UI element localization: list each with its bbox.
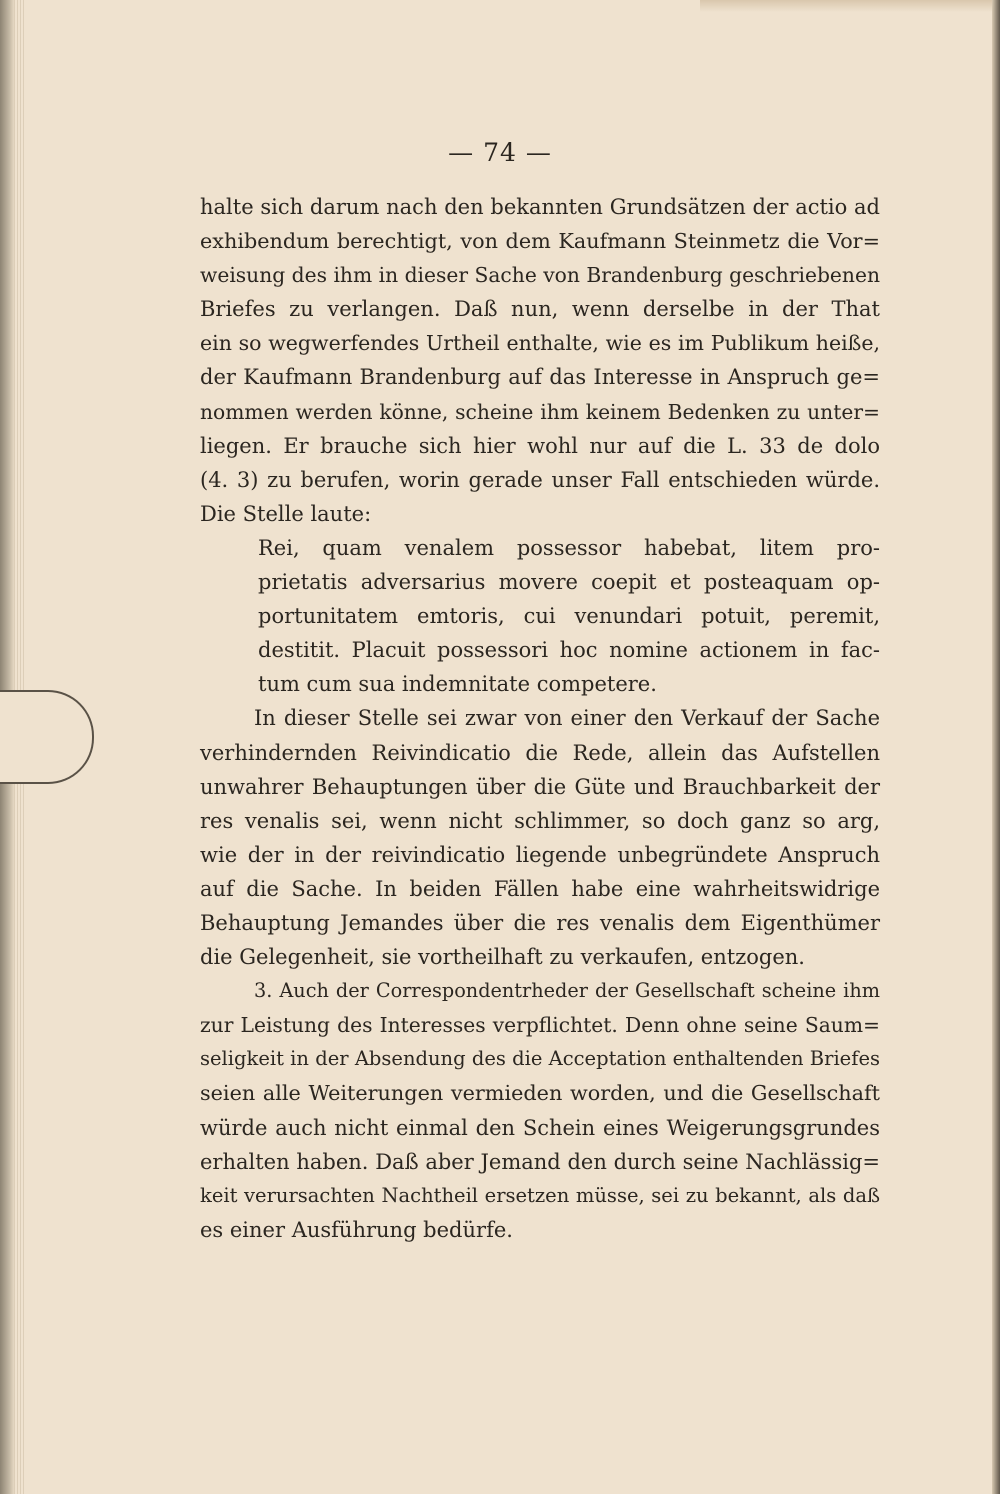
text-line: Die Stelle laute:	[200, 501, 372, 526]
quote-line: tum cum sua indemnitate competere.	[258, 672, 657, 697]
text-line: seligkeit in der Absendung des die Acceptation enthaltenden Briefes	[200, 1047, 880, 1071]
text-line: erhalten haben. Daß aber Jemand den durch seine Nachlässig=	[200, 1149, 880, 1174]
text-line: res venalis sei, wenn nicht schlimmer, so doch ganz so arg,	[200, 808, 880, 833]
text-line: In dieser Stelle sei zwar von einer den Verkauf der Sache	[254, 706, 880, 731]
body-text	[200, 190, 880, 1247]
text-line: nommen werden könne, scheine ihm keinem Bedenken zu unter=	[200, 399, 880, 424]
latin-quotation	[258, 531, 880, 701]
text-line: unwahrer Behauptungen über die Güte und Brauchbarkeit der	[200, 774, 880, 799]
text-line: keit verursachten Nachtheil ersetzen müsse, sei zu bekannt, als daß	[200, 1183, 880, 1207]
top-edge-shadow	[700, 0, 1000, 12]
quote-line: prietatis adversarius movere coepit et posteaquam op-	[258, 570, 880, 595]
text-line: der Kaufmann Brandenburg auf das Interesse in Anspruch ge=	[200, 365, 880, 390]
quote-line: portunitatem emtoris, cui venundari potuit, peremit,	[258, 604, 880, 629]
text-line: auf die Sache. In beiden Fällen habe eine wahrheitswidrige	[200, 876, 880, 901]
text-line: es einer Ausführung bedürfe.	[200, 1217, 513, 1242]
text-line: würde auch nicht einmal den Schein eines Weigerungsgrundes	[200, 1115, 880, 1140]
text-line: exhibendum berechtigt, von dem Kaufmann Steinmetz die Vor=	[200, 229, 880, 254]
page-number: — 74 —	[448, 138, 552, 167]
right-page-edge	[992, 0, 1000, 1494]
text-line: Behauptung Jemandes über die res venalis dem Eigenthümer	[200, 910, 880, 935]
text-line: weisung des ihm in dieser Sache von Brandenburg geschriebenen	[200, 263, 880, 288]
text-line: zur Leistung des Interesses verpflichtet. Denn ohne seine Saum=	[200, 1013, 880, 1038]
text-line: Briefes zu verlangen. Daß nun, wenn derselbe in der That	[200, 297, 880, 322]
quote-line: destitit. Placuit possessori hoc nomine actionem in fac-	[258, 638, 880, 663]
text-line: halte sich darum nach den bekannten Grundsätzen der actio ad	[200, 195, 880, 219]
page-clip-curl	[0, 690, 94, 784]
text-line: ein so wegwerfendes Urtheil enthalte, wie es im Publikum heiße,	[200, 331, 880, 356]
text-line: 3. Auch der Correspondentrheder der Gesellschaft scheine ihm	[254, 979, 880, 1003]
quote-line: Rei, quam venalem possessor habebat, litem pro-	[258, 535, 880, 560]
text-line: seien alle Weiterungen vermieden worden, und die Gesellschaft	[200, 1081, 880, 1106]
text-line: (4. 3) zu berufen, worin gerade unser Fall entschieden würde.	[200, 467, 880, 492]
text-line: wie der in der reivindicatio liegende unbegründete Anspruch	[200, 842, 880, 867]
text-line: liegen. Er brauche sich hier wohl nur auf die L. 33 de dolo	[200, 433, 880, 458]
text-line: verhindernden Reivindicatio die Rede, allein das Aufstellen	[200, 740, 880, 765]
text-line: die Gelegenheit, sie vortheilhaft zu verkaufen, entzogen.	[200, 945, 805, 970]
